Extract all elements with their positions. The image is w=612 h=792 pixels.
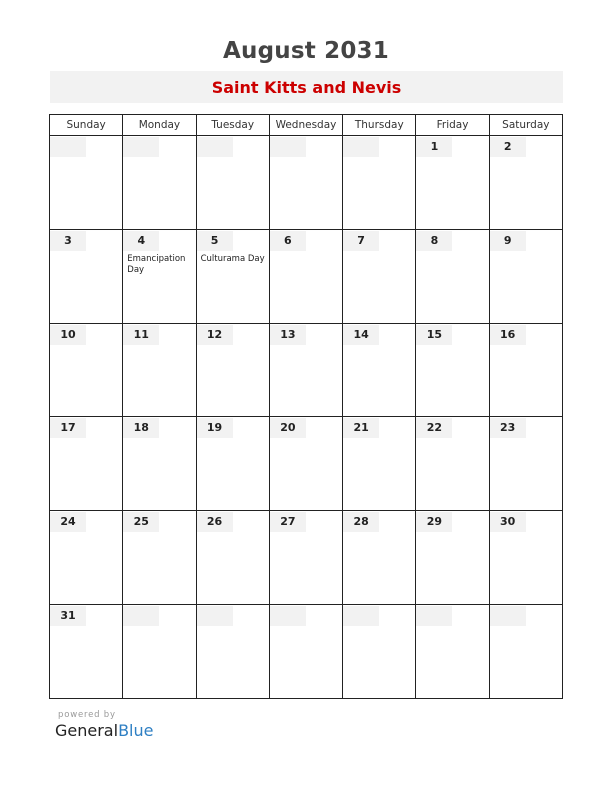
holiday-label: Culturama Day: [200, 253, 265, 264]
weekday-header: Tuesday: [196, 115, 269, 136]
week-row: [50, 605, 563, 699]
day-number: [270, 606, 306, 626]
day-cell[interactable]: [343, 417, 416, 511]
country-banner: [50, 71, 563, 103]
week-row: [50, 511, 563, 605]
day-number: 6: [270, 231, 306, 251]
day-cell[interactable]: [123, 229, 196, 323]
day-cell[interactable]: [123, 136, 196, 230]
weekday-header: Saturday: [489, 115, 562, 136]
day-cell[interactable]: [269, 605, 342, 699]
day-number: [490, 606, 526, 626]
day-number: 12: [197, 325, 233, 345]
day-number: [50, 137, 86, 157]
day-cell[interactable]: [269, 511, 342, 605]
day-cell[interactable]: [196, 417, 269, 511]
day-cell[interactable]: [416, 417, 489, 511]
day-number: 11: [123, 325, 159, 345]
day-number: 26: [197, 512, 233, 532]
day-cell[interactable]: [269, 229, 342, 323]
day-number: 29: [416, 512, 452, 532]
day-number: 3: [50, 231, 86, 251]
day-number: 9: [490, 231, 526, 251]
day-number: 20: [270, 418, 306, 438]
day-number: [123, 137, 159, 157]
day-number: 13: [270, 325, 306, 345]
day-number: 2: [490, 137, 526, 157]
day-number: [416, 606, 452, 626]
day-number: 18: [123, 418, 159, 438]
day-cell[interactable]: [123, 511, 196, 605]
day-cell[interactable]: [123, 605, 196, 699]
day-number: 1: [416, 137, 452, 157]
day-cell[interactable]: [123, 323, 196, 417]
day-cell[interactable]: [416, 229, 489, 323]
day-number: 23: [490, 418, 526, 438]
day-cell[interactable]: [123, 417, 196, 511]
week-row: [50, 229, 563, 323]
day-cell[interactable]: [489, 136, 562, 230]
day-number: 31: [50, 606, 86, 626]
day-cell[interactable]: [489, 323, 562, 417]
day-cell[interactable]: [343, 605, 416, 699]
day-cell[interactable]: [489, 417, 562, 511]
day-cell[interactable]: [416, 511, 489, 605]
day-cell[interactable]: [50, 417, 123, 511]
brand-general: General: [55, 721, 119, 740]
month-calendar: [49, 114, 563, 699]
brand-logo[interactable]: [55, 721, 153, 740]
day-cell[interactable]: [416, 605, 489, 699]
day-cell[interactable]: [269, 417, 342, 511]
holiday-label: Emancipation Day: [127, 253, 186, 275]
day-cell[interactable]: [343, 511, 416, 605]
day-cell[interactable]: [269, 323, 342, 417]
day-number: [197, 606, 233, 626]
day-cell[interactable]: [416, 136, 489, 230]
day-number: 25: [123, 512, 159, 532]
day-cell[interactable]: [269, 136, 342, 230]
weekday-header: Thursday: [343, 115, 416, 136]
day-cell[interactable]: [196, 323, 269, 417]
day-number: 28: [343, 512, 379, 532]
day-cell[interactable]: [50, 136, 123, 230]
day-number: 4: [123, 231, 159, 251]
day-cell[interactable]: [196, 136, 269, 230]
country-name: Saint Kitts and Nevis: [211, 78, 402, 97]
weekday-header: Wednesday: [269, 115, 342, 136]
day-number: 21: [343, 418, 379, 438]
week-row: [50, 417, 563, 511]
day-number: 17: [50, 418, 86, 438]
day-number: [343, 606, 379, 626]
day-cell[interactable]: [489, 605, 562, 699]
day-number: [270, 137, 306, 157]
day-cell[interactable]: [50, 229, 123, 323]
day-number: [197, 137, 233, 157]
weekday-header: Friday: [416, 115, 489, 136]
day-number: [343, 137, 379, 157]
day-number: 14: [343, 325, 379, 345]
weekday-header: Monday: [123, 115, 196, 136]
weekday-header-row: [50, 115, 563, 136]
day-number: 22: [416, 418, 452, 438]
day-number: 16: [490, 325, 526, 345]
day-number: 19: [197, 418, 233, 438]
day-cell[interactable]: [489, 511, 562, 605]
day-number: 15: [416, 325, 452, 345]
weekday-header: Sunday: [50, 115, 123, 136]
day-cell[interactable]: [489, 229, 562, 323]
day-cell[interactable]: [196, 605, 269, 699]
day-number: 30: [490, 512, 526, 532]
day-number: 24: [50, 512, 86, 532]
day-number: 7: [343, 231, 379, 251]
day-cell[interactable]: [50, 605, 123, 699]
week-row: [50, 136, 563, 230]
brand-blue: Blue: [118, 721, 154, 740]
day-number: [123, 606, 159, 626]
day-cell[interactable]: [50, 323, 123, 417]
day-number: 10: [50, 325, 86, 345]
day-cell[interactable]: [50, 511, 123, 605]
day-cell[interactable]: [416, 323, 489, 417]
powered-by-text: powered by: [58, 710, 116, 720]
week-row: [50, 323, 563, 417]
day-cell[interactable]: [343, 229, 416, 323]
day-cell[interactable]: [196, 511, 269, 605]
day-number: 5: [197, 231, 233, 251]
day-cell[interactable]: [343, 323, 416, 417]
day-cell[interactable]: [196, 229, 269, 323]
day-number: 8: [416, 231, 452, 251]
day-number: 27: [270, 512, 306, 532]
day-cell[interactable]: [343, 136, 416, 230]
page-title: August 2031: [223, 38, 389, 64]
